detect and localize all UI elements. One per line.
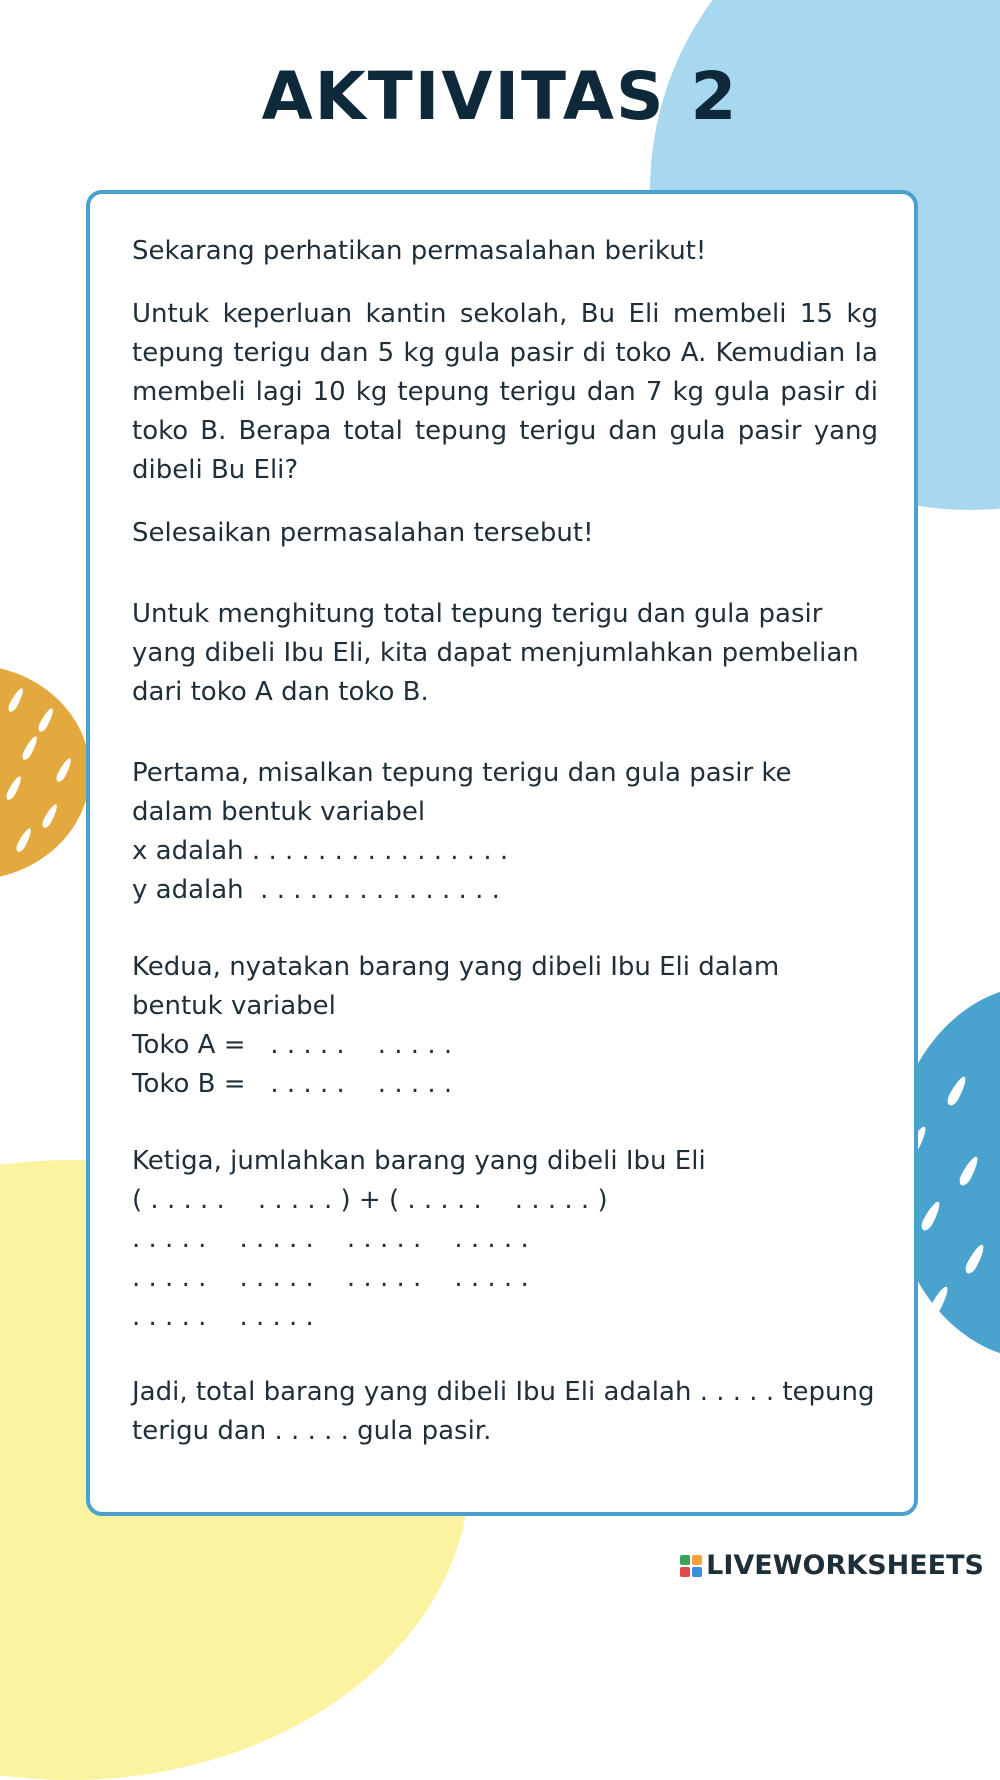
explanation-text: Untuk menghitung total tepung terigu dan gula pasir yang dibeli Ibu Eli, kita dapat menjumlahkan pembelian dari toko A dan toko B. xyxy=(132,599,859,707)
toko-b-blank[interactable]: Toko B = . . . . . . . . . . xyxy=(132,1069,453,1099)
worksheet-card xyxy=(86,190,918,1516)
x-variable-blank[interactable]: x adalah . . . . . . . . . . . . . . . . xyxy=(132,836,509,866)
liveworksheets-logo-icon xyxy=(680,1555,702,1577)
y-variable-blank[interactable]: y adalah . . . . . . . . . . . . . . . xyxy=(132,875,500,905)
sum-blank-line[interactable]: . . . . . . . . . . . . . . . . . . . . xyxy=(132,1263,529,1293)
liveworksheets-logo xyxy=(680,1550,984,1581)
toko-a-blank[interactable]: Toko A = . . . . . . . . . . xyxy=(132,1030,453,1060)
sum-blank-line[interactable]: . . . . . . . . . . . . . . . . . . . . xyxy=(132,1224,529,1254)
decorative-blob-orange xyxy=(0,665,90,880)
sum-blank-line[interactable]: . . . . . . . . . . xyxy=(132,1302,314,1332)
intro-text: Sekarang perhatikan permasalahan berikut! xyxy=(132,236,707,266)
step1-section xyxy=(132,754,878,910)
sum-blank-line[interactable]: ( . . . . . . . . . . ) + ( . . . . . . . . . . ) xyxy=(132,1185,608,1215)
problem-text: Untuk keperluan kantin sekolah, Bu Eli membeli 15 kg tepung terigu dan 5 kg gula pasir di toko A. Kemudian Ia membeli lagi 10 kg tepung terigu dan 7 kg gula pasir di toko B. Berapa total tepung terigu dan gula pasir yang dibeli Bu Eli? xyxy=(132,299,878,485)
page-title: AKTIVITAS 2 xyxy=(261,58,739,135)
step3-section xyxy=(132,1142,878,1337)
conclusion-text[interactable]: Jadi, total barang yang dibeli Ibu Eli adalah . . . . . tepung terigu dan . . . . . gula pasir. xyxy=(132,1377,875,1446)
step2-section xyxy=(132,948,878,1104)
logo-text: LIVEWORKSHEETS xyxy=(706,1550,984,1581)
instruction-text: Selesaikan permasalahan tersebut! xyxy=(132,518,594,548)
step1-text: Pertama, misalkan tepung terigu dan gula pasir ke dalam bentuk variabel xyxy=(132,758,792,827)
step3-text: Ketiga, jumlahkan barang yang dibeli Ibu Eli xyxy=(132,1146,706,1176)
step2-text: Kedua, nyatakan barang yang dibeli Ibu Eli dalam bentuk variabel xyxy=(132,952,780,1021)
